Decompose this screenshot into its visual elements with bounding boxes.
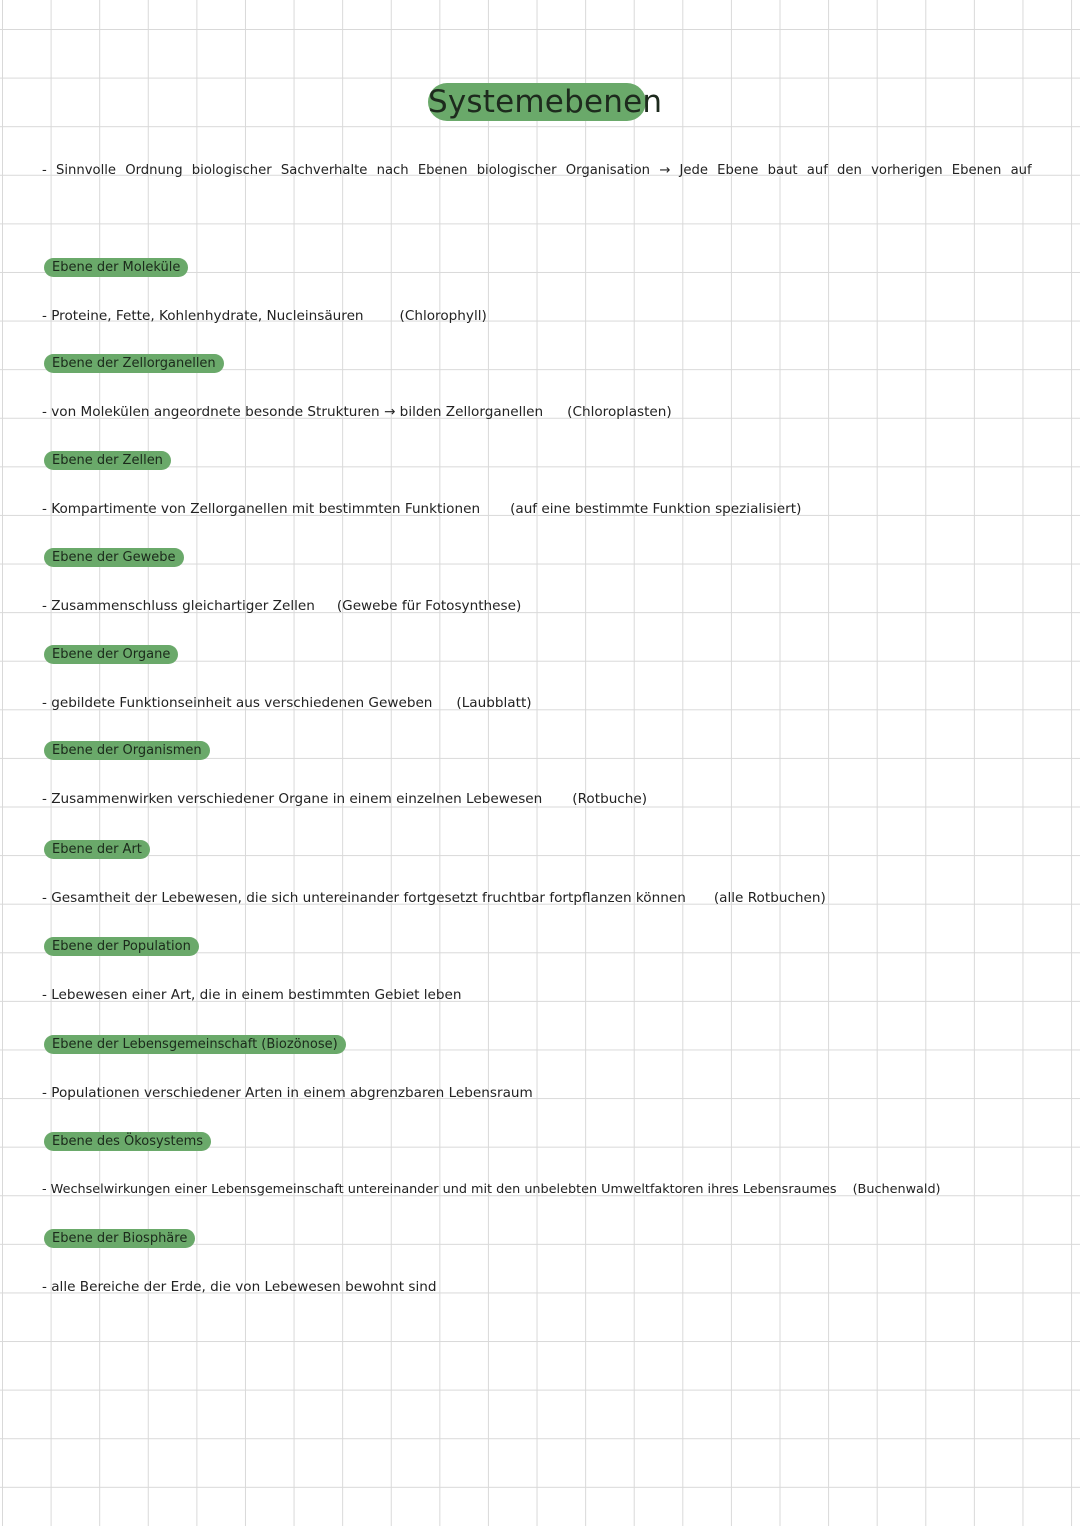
level-description: - Lebewesen einer Art, die in einem bestimmten Gebiet leben <box>42 987 462 1003</box>
level-heading-population: Ebene der Population <box>44 937 199 956</box>
level-example: (Buchenwald) <box>852 1182 941 1197</box>
level-text-molecules <box>42 307 487 325</box>
level-text-organs <box>42 694 532 712</box>
page-title: Systemebenen <box>428 84 663 120</box>
level-description: - gebildete Funktionseinheit aus verschiedenen Geweben <box>42 695 433 711</box>
level-heading-biosphere: Ebene der Biosphäre <box>44 1229 195 1248</box>
level-heading-organs: Ebene der Organe <box>44 645 178 664</box>
level-text-population <box>42 986 462 1004</box>
level-text-biosphere <box>42 1278 437 1296</box>
level-heading-organisms: Ebene der Organismen <box>44 741 210 760</box>
level-description: - von Molekülen angeordnete besonde Strukturen → bilden Zellorganellen <box>42 404 544 420</box>
level-text-species <box>42 889 826 907</box>
level-example: (Laubblatt) <box>456 695 532 711</box>
level-description: - Gesamtheit der Lebewesen, die sich untereinander fortgesetzt fruchtbar fortpflanzen können <box>42 890 686 906</box>
level-text-tissue <box>42 597 521 615</box>
level-heading-molecules: Ebene der Moleküle <box>44 258 188 277</box>
level-heading-cells: Ebene der Zellen <box>44 451 171 470</box>
level-description: - Wechselwirkungen einer Lebensgemeinschaft untereinander und mit den unbelebten Umweltfaktoren ihres Lebensraumes <box>42 1182 837 1197</box>
level-description: - alle Bereiche der Erde, die von Lebewesen bewohnt sind <box>42 1279 437 1295</box>
level-heading-ecosystem: Ebene des Ökosystems <box>44 1132 211 1151</box>
level-example: (Chlorophyll) <box>399 308 487 324</box>
level-heading-organelles: Ebene der Zellorganellen <box>44 354 224 373</box>
intro-text: - Sinnvolle Ordnung biologischer Sachverhalte nach Ebenen biologischer Organisation → Jede Ebene baut auf den vorherigen Ebenen auf <box>42 163 1032 178</box>
level-example: (Gewebe für Fotosynthese) <box>336 598 522 614</box>
level-text-cells <box>42 500 801 518</box>
level-example: (Chloroplasten) <box>567 404 672 420</box>
level-text-organelles <box>42 403 672 421</box>
level-description: - Zusammenschluss gleichartiger Zellen <box>42 598 315 614</box>
level-description: - Populationen verschiedener Arten in einem abgrenzbaren Lebensraum <box>42 1085 533 1101</box>
level-example: (auf eine bestimmte Funktion spezialisiert) <box>510 501 802 517</box>
level-description: - Proteine, Fette, Kohlenhydrate, Nucleinsäuren <box>42 308 364 324</box>
level-example: (Rotbuche) <box>572 791 648 807</box>
level-text-organisms <box>42 790 647 808</box>
level-heading-biocoenosis: Ebene der Lebensgemeinschaft (Biozönose) <box>44 1035 346 1054</box>
level-text-biocoenosis <box>42 1084 533 1102</box>
level-text-ecosystem <box>42 1181 941 1199</box>
level-example: (alle Rotbuchen) <box>713 890 826 906</box>
level-description: - Zusammenwirken verschiedener Organe in einem einzelnen Lebewesen <box>42 791 543 807</box>
level-description: - Kompartimente von Zellorganellen mit bestimmten Funktionen <box>42 501 481 517</box>
level-heading-species: Ebene der Art <box>44 840 150 859</box>
level-heading-tissue: Ebene der Gewebe <box>44 548 184 567</box>
